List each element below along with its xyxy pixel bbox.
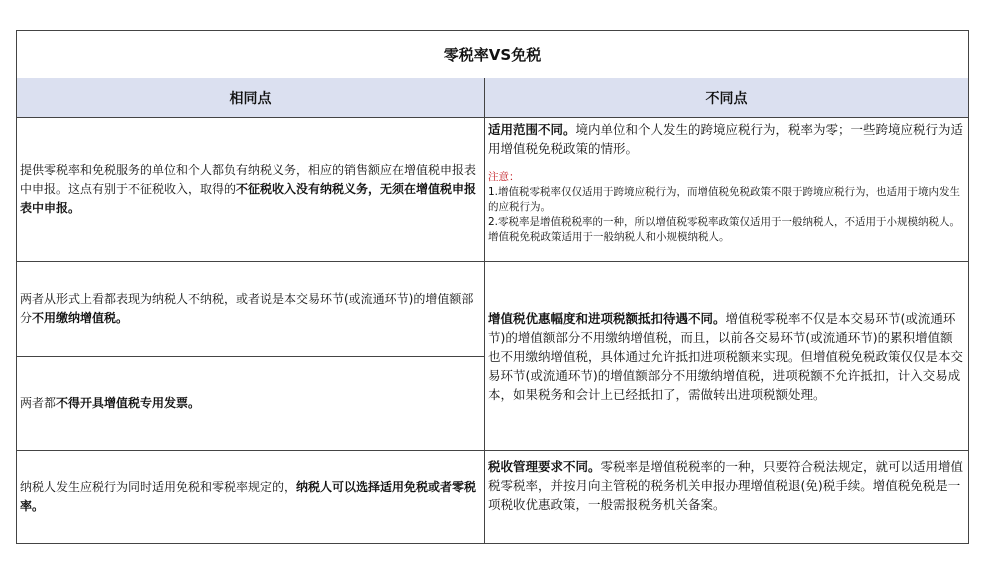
diff-row-3 — [485, 450, 968, 543]
header-diff: 不同点 — [485, 78, 968, 118]
header-same: 相同点 — [17, 78, 485, 118]
diff-row-1 — [485, 118, 968, 261]
same-row-4-bold: 纳税人可以选择适用免税或者零税率。 — [20, 480, 477, 513]
diff-row-3-bold: 税收管理要求不同。 — [488, 459, 601, 474]
same-row-1-bold: 不征税收入没有纳税义务，无须在增值税申报表中申报。 — [20, 182, 477, 215]
same-row-2-text: 两者从形式上看都表现为纳税人不纳税，或者说是本交易环节(或流通环节)的增值额部分 — [20, 292, 474, 325]
same-row-2-bold: 不用缴纳增值税。 — [32, 311, 129, 325]
same-row-3 — [17, 356, 485, 450]
same-row-1-text: 提供零税率和免税服务的单位和个人都负有纳税义务，相应的销售额应在增值税申报表中申报。这点有别于不征税收入，取得的 — [20, 163, 477, 196]
same-row-3-bold: 不得开具增值税专用发票。 — [56, 396, 201, 410]
table-title: 零税率VS免税 — [17, 31, 968, 79]
same-row-1 — [17, 118, 485, 261]
diff-row-2-bold: 增值税优惠幅度和进项税额抵扣待遇不同。 — [488, 310, 726, 326]
diff-row-2 — [485, 261, 968, 450]
note-label: 注意： — [488, 171, 520, 183]
diff-row-1-text: 境内单位和个人发生的跨境应税行为，税率为零；一些跨境应税行为适用增值税免税政策的情形。 — [488, 122, 964, 156]
diff-row-1-bold: 适用范围不同。 — [488, 122, 576, 137]
same-row-4-text: 纳税人发生应税行为同时适用免税和零税率规定的， — [20, 480, 297, 494]
same-row-4 — [17, 450, 485, 543]
note-2: 2.零税率是增值税税率的一种，所以增值税零税率政策仅适用于一般纳税人，不适用于小规模纳税人。增值税免税政策适用于一般纳税人和小规模纳税人。 — [488, 216, 961, 243]
comparison-table — [16, 30, 969, 544]
same-row-2 — [17, 261, 485, 356]
diff-row-2-text: 增值税零税率不仅是本交易环节(或流通环节)的增值额部分不用缴纳增值税，而且，以前各交易环节(或流通环节)的累积增值额也不用缴纳增值税，具体通过允许抵扣进项税额来实现。但增值税免税政策仅仅是本交易环节(或流通环节)的增值额部分不用缴纳增值税，进项税额不允许抵扣，计入交易成本，如果税务和会计上已经抵扣了，需做转出进项税额处理。 — [488, 310, 964, 402]
note-1: 1.增值税零税率仅仅适用于跨境应税行为，而增值税免税政策不限于跨境应税行为，也适用于境内发生的应税行为。 — [488, 186, 961, 213]
same-row-3-text: 两者都 — [20, 396, 57, 410]
diff-row-3-text: 零税率是增值税税率的一种，只要符合税法规定，就可以适用增值税零税率，并按月向主管税的税务机关申报办理增值税退(免)税手续。增值税免税是一项税收优惠政策，一般需报税务机关备案。 — [488, 459, 964, 512]
